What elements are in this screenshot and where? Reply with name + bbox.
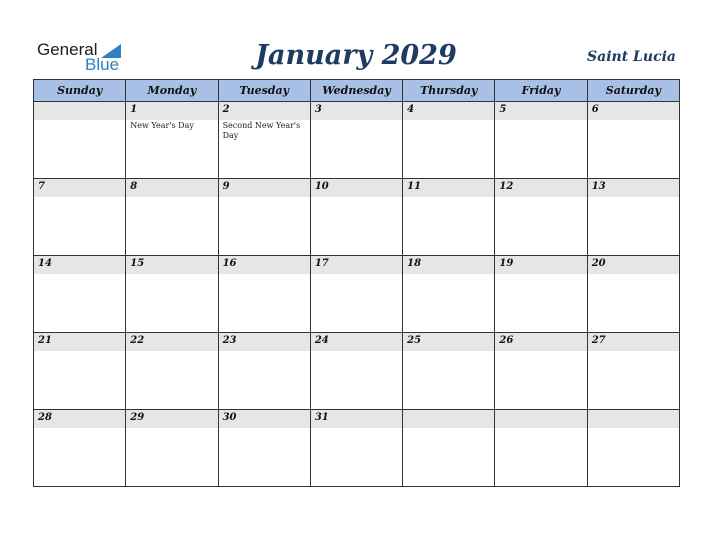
date-band <box>126 179 217 197</box>
holiday-label: New Year's Day <box>130 121 194 130</box>
day-number: 22 <box>130 335 145 346</box>
day-number: 30 <box>222 412 237 423</box>
day-number: 11 <box>407 181 422 192</box>
day-number: 3 <box>314 104 322 115</box>
day-cell <box>310 333 402 410</box>
day-cell-content <box>588 256 679 332</box>
logo-text-blue: Blue <box>85 55 120 74</box>
day-cell <box>587 410 679 487</box>
day-number: 6 <box>591 104 599 115</box>
weekday-header: Wednesday <box>310 80 402 102</box>
date-band <box>588 102 679 120</box>
day-cell-content <box>219 102 310 178</box>
day-cell-content <box>588 102 679 178</box>
weekday-header: Friday <box>495 80 587 102</box>
day-cell <box>34 179 126 256</box>
date-band <box>495 410 586 428</box>
day-number: 24 <box>314 335 329 346</box>
day-number: 15 <box>130 258 145 269</box>
day-cell-content <box>34 410 125 486</box>
day-cell <box>218 102 310 179</box>
day-number: 20 <box>591 258 606 269</box>
day-cell <box>218 333 310 410</box>
day-number: 14 <box>38 258 52 269</box>
day-cell <box>495 179 587 256</box>
weekday-header: Saturday <box>587 80 679 102</box>
date-band <box>34 179 125 197</box>
week-row <box>34 256 680 333</box>
day-number: 31 <box>314 412 329 423</box>
day-number: 12 <box>499 181 514 192</box>
day-cell-content <box>34 102 125 178</box>
date-band <box>219 179 310 197</box>
day-cell <box>587 333 679 410</box>
date-band <box>34 102 125 120</box>
day-cell-content <box>495 333 586 409</box>
day-cell-content <box>219 410 310 486</box>
day-number: 28 <box>38 412 52 423</box>
day-cell-content <box>126 333 217 409</box>
date-band <box>403 410 494 428</box>
day-cell <box>403 102 495 179</box>
day-cell-content <box>219 256 310 332</box>
day-cell-content <box>588 333 679 409</box>
day-number: 16 <box>222 258 237 269</box>
day-cell-content <box>403 410 494 486</box>
day-number: 18 <box>407 258 422 269</box>
day-number: 29 <box>130 412 145 423</box>
day-cell <box>495 410 587 487</box>
day-cell <box>495 102 587 179</box>
day-cell <box>587 179 679 256</box>
date-band <box>495 102 586 120</box>
day-cell <box>310 102 402 179</box>
day-number: 27 <box>591 335 606 346</box>
week-row <box>34 102 680 179</box>
day-cell <box>126 410 218 487</box>
day-cell <box>34 410 126 487</box>
weekday-header: Thursday <box>403 80 495 102</box>
day-cell <box>218 179 310 256</box>
day-cell-content <box>403 102 494 178</box>
day-number: 21 <box>38 335 52 346</box>
day-number: 25 <box>407 335 422 346</box>
day-cell-content <box>495 410 586 486</box>
day-cell <box>126 333 218 410</box>
day-cell <box>34 256 126 333</box>
day-number: 26 <box>499 335 514 346</box>
weekday-header: Sunday <box>34 80 126 102</box>
date-band <box>219 102 310 120</box>
day-number: 5 <box>499 104 507 115</box>
week-row <box>34 179 680 256</box>
day-cell-content <box>588 179 679 255</box>
day-number: 19 <box>499 258 514 269</box>
day-cell-content <box>403 333 494 409</box>
day-cell-content <box>126 410 217 486</box>
day-number: 4 <box>407 104 415 115</box>
logo-text-general: General <box>37 40 98 59</box>
day-cell-content <box>126 179 217 255</box>
day-number: 7 <box>38 181 45 192</box>
day-number: 9 <box>222 181 230 192</box>
day-cell-content <box>311 256 402 332</box>
date-band <box>126 102 217 120</box>
day-cell <box>34 102 126 179</box>
day-number: 2 <box>222 104 230 115</box>
day-cell-content <box>588 410 679 486</box>
day-cell <box>310 256 402 333</box>
day-cell-content <box>219 179 310 255</box>
day-cell <box>495 333 587 410</box>
day-cell <box>587 102 679 179</box>
week-row <box>34 333 680 410</box>
day-cell <box>310 410 402 487</box>
day-cell <box>34 333 126 410</box>
weekday-header: Monday <box>126 80 218 102</box>
day-cell-content <box>495 102 586 178</box>
day-number: 1 <box>130 104 138 115</box>
day-number: 10 <box>314 181 329 192</box>
calendar-title: January 2029 <box>255 40 457 71</box>
date-band <box>311 102 402 120</box>
day-cell-content <box>34 256 125 332</box>
calendar-grid <box>33 79 680 487</box>
holiday-label: Second New Year's Day <box>222 121 301 140</box>
day-cell-content <box>403 179 494 255</box>
day-number: 13 <box>591 181 606 192</box>
day-cell <box>403 179 495 256</box>
country-label: Saint Lucia <box>587 49 676 65</box>
day-cell-content <box>403 256 494 332</box>
day-cell <box>495 256 587 333</box>
day-cell-content <box>311 410 402 486</box>
day-cell <box>403 333 495 410</box>
day-cell-content <box>126 256 217 332</box>
day-cell <box>218 256 310 333</box>
week-row <box>34 410 680 487</box>
date-band <box>403 102 494 120</box>
day-cell-content <box>311 102 402 178</box>
day-cell-content <box>495 256 586 332</box>
day-cell <box>403 256 495 333</box>
day-cell <box>587 256 679 333</box>
day-number: 17 <box>314 258 329 269</box>
day-cell <box>310 179 402 256</box>
day-cell-content <box>311 333 402 409</box>
day-number: 8 <box>130 181 138 192</box>
day-number: 23 <box>222 335 237 346</box>
weekday-header: Tuesday <box>218 80 310 102</box>
day-cell-content <box>126 102 217 178</box>
day-cell-content <box>311 179 402 255</box>
day-cell-content <box>219 333 310 409</box>
date-band <box>588 410 679 428</box>
day-cell-content <box>34 179 125 255</box>
day-cell <box>126 102 218 179</box>
day-cell <box>218 410 310 487</box>
day-cell <box>126 256 218 333</box>
weekday-header-row <box>34 80 680 102</box>
day-cell-content <box>34 333 125 409</box>
day-cell-content <box>495 179 586 255</box>
day-cell <box>403 410 495 487</box>
day-cell <box>126 179 218 256</box>
